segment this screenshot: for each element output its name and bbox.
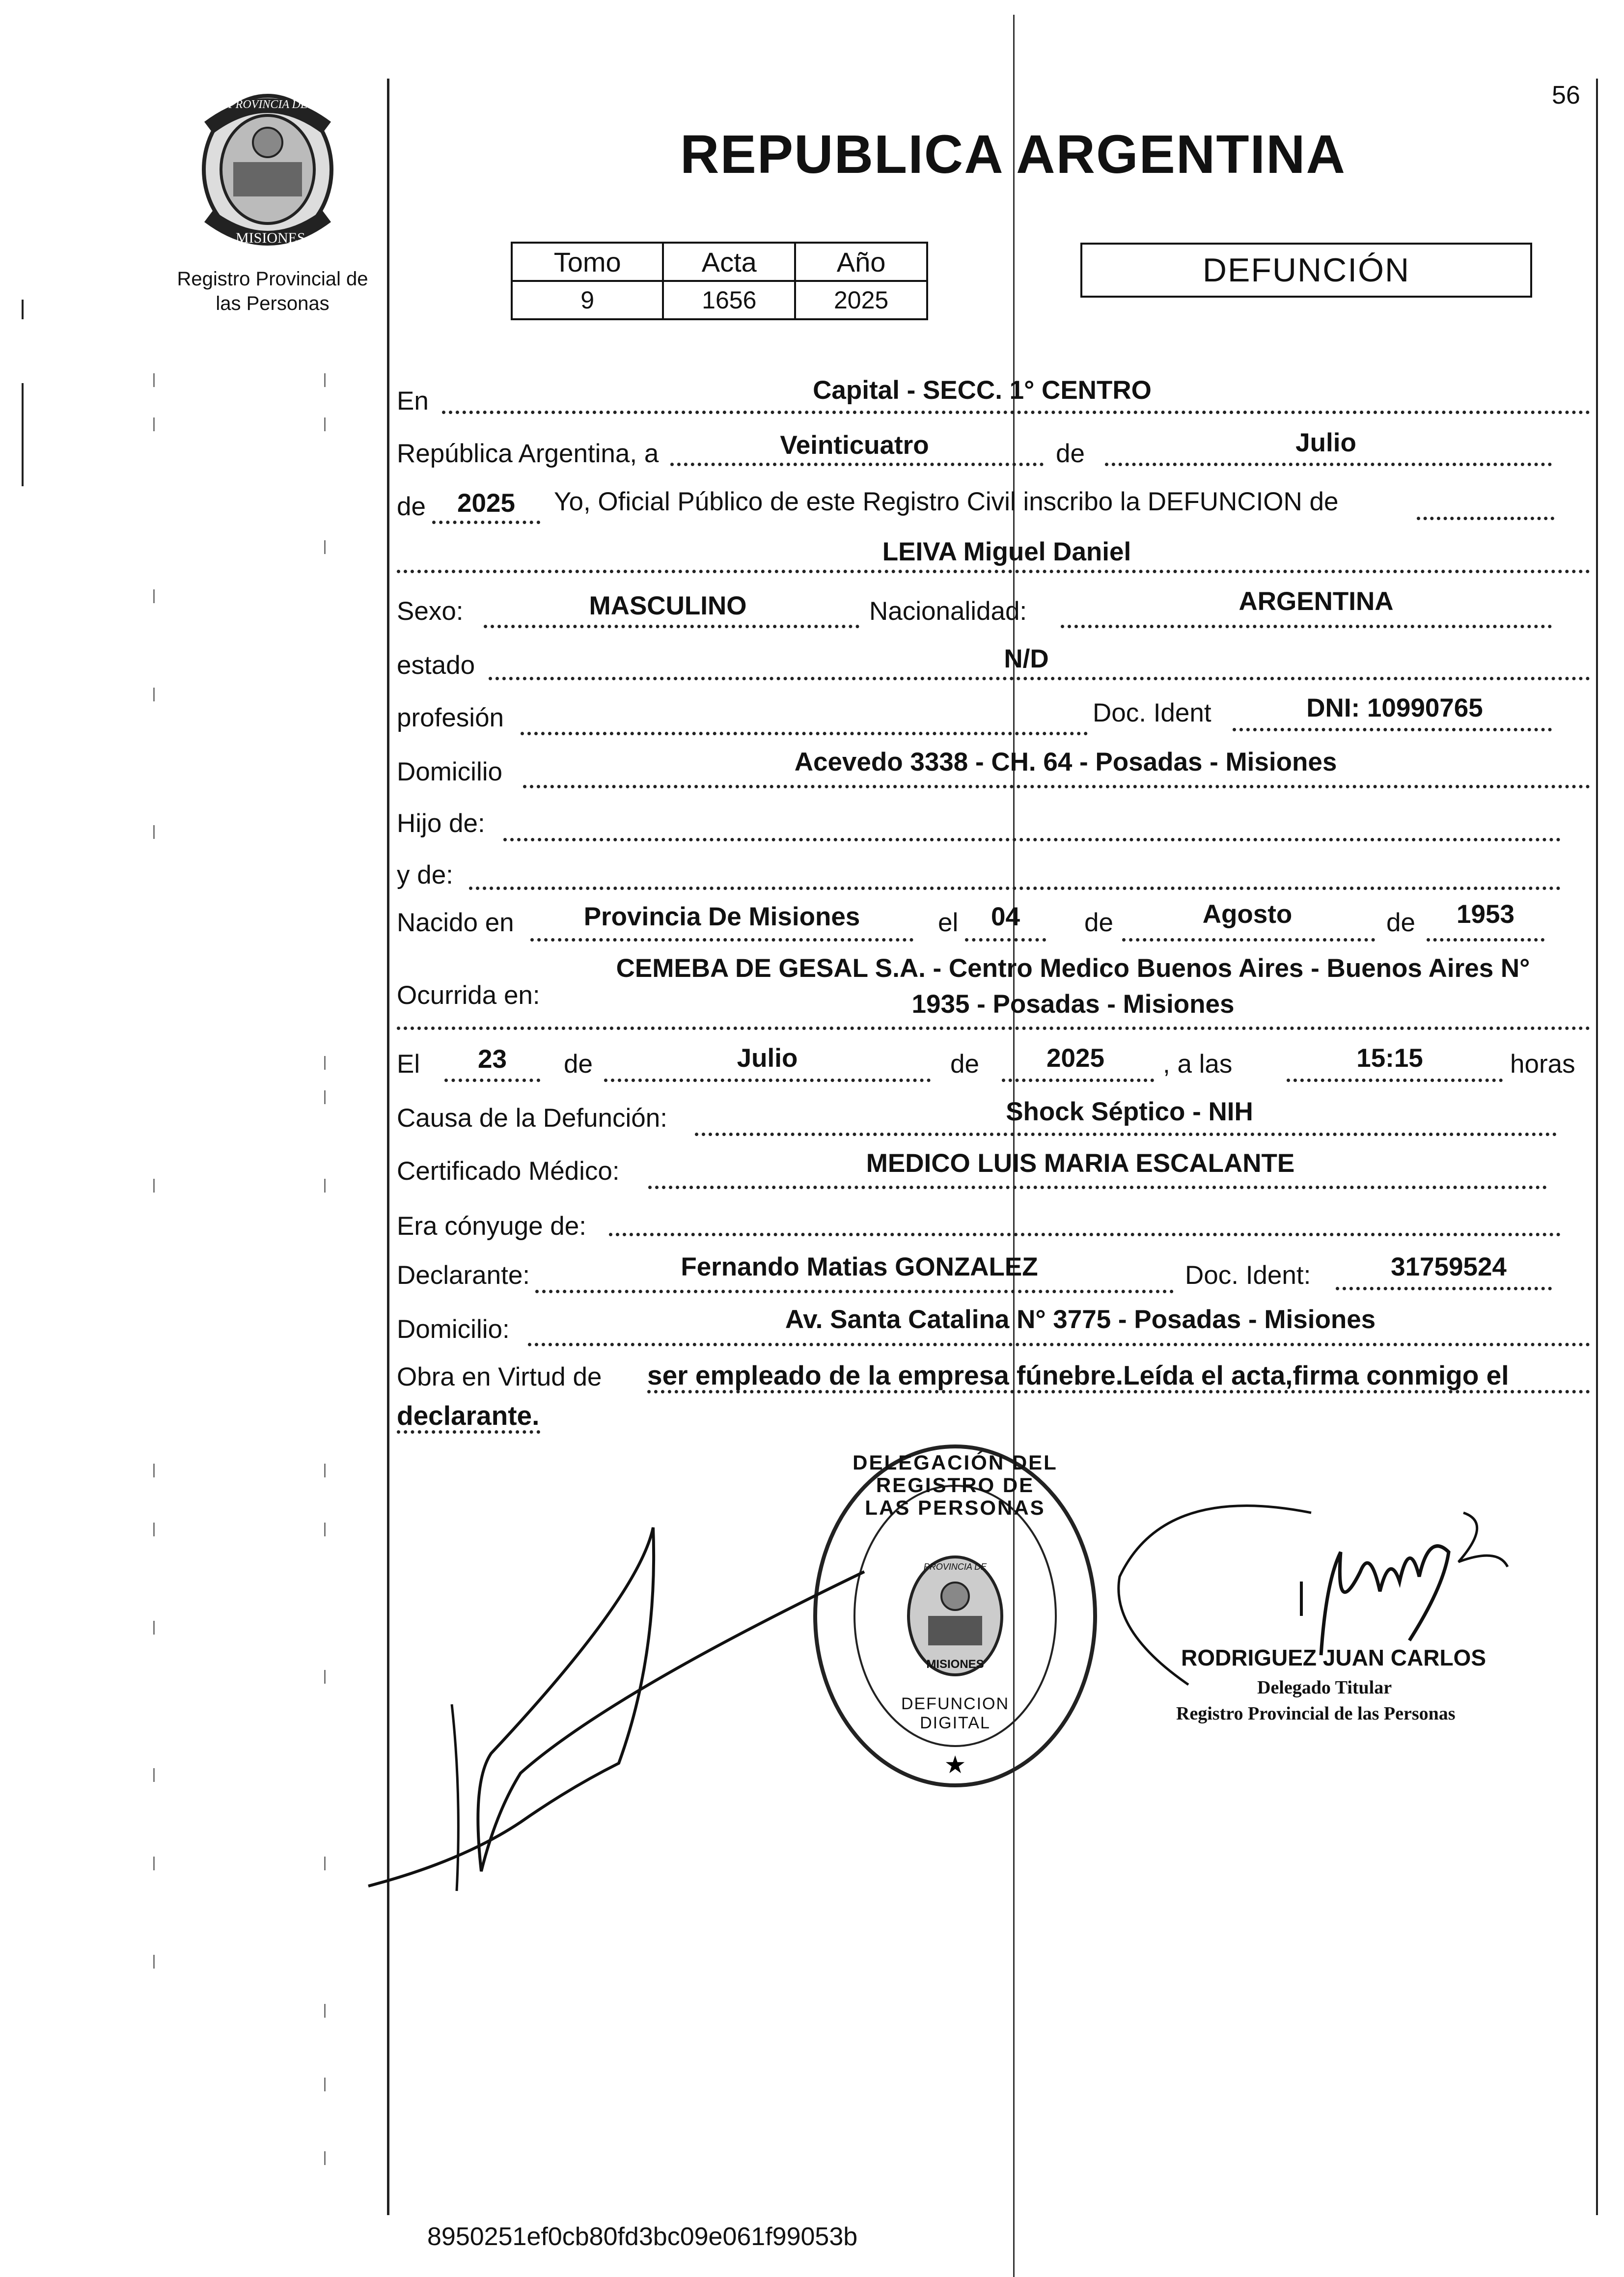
act-type-label: DEFUNCIÓN (1202, 251, 1410, 289)
margin-tick (324, 1090, 326, 1104)
official-signature (1105, 1493, 1547, 1739)
birth-year: 1953 (1457, 900, 1514, 929)
nacido-value: Provincia De Misiones (583, 902, 860, 931)
alas-label: , a las (1163, 1050, 1233, 1079)
sexo-dots (484, 625, 859, 628)
doc-label: Doc. Ident (1093, 698, 1211, 727)
doc2-label: Doc. Ident: (1185, 1261, 1311, 1290)
day-dots (670, 463, 1044, 466)
conyuge-label: Era cónyuge de: (397, 1212, 586, 1241)
margin-tick (324, 1179, 326, 1193)
nacionalidad-label: Nacionalidad: (869, 597, 1027, 626)
stamp-logo-bottom: MISIONES (926, 1658, 984, 1671)
domicilio2-value: Av. Santa Catalina N° 3775 - Posadas - Misiones (785, 1305, 1376, 1334)
certificado-value: MEDICO LUIS MARIA ESCALANTE (866, 1149, 1295, 1178)
death-month-dots (604, 1079, 931, 1082)
official-office: Registro Provincial de las Personas (1176, 1703, 1456, 1724)
name-dots (397, 570, 1590, 573)
act-type-box (1080, 243, 1532, 298)
month-value: Julio (1295, 428, 1356, 457)
estado-value: N/D (1004, 644, 1049, 673)
margin-tick (324, 2004, 326, 2018)
doc-value: DNI: 10990765 (1306, 694, 1483, 722)
birth-day: 04 (991, 902, 1020, 931)
domicilio-dots (523, 785, 1590, 788)
province-logo (189, 88, 346, 250)
margin-tick (324, 373, 326, 387)
declarant-signature (363, 1498, 879, 1901)
en-dots (442, 411, 1590, 414)
nacido-dots (530, 938, 913, 942)
doc-dots (1233, 728, 1552, 731)
table-header-acta: Acta (663, 243, 795, 281)
official-name: RODRIGUEZ JUAN CARLOS (1181, 1645, 1486, 1670)
death-day: 23 (478, 1045, 507, 1074)
sexo-value: MASCULINO (589, 591, 747, 620)
registry-name-line2: las Personas (216, 293, 330, 314)
certificado-dots (648, 1186, 1547, 1189)
margin-tick (153, 688, 155, 701)
declarante-dots (535, 1290, 1174, 1293)
page-number: 56 (1552, 81, 1580, 110)
margin-tick (153, 1464, 155, 1477)
obra-value-line2: declarante. (397, 1400, 540, 1431)
domicilio2-label: Domicilio: (397, 1315, 510, 1344)
margin-tick (324, 540, 326, 554)
death-month: Julio (737, 1044, 798, 1073)
table-value-anio: 2025 (795, 281, 927, 319)
estado-dots (489, 677, 1590, 680)
death-time-dots (1287, 1079, 1503, 1082)
en-label: En (397, 387, 429, 416)
logo-text-top: PROVINCIA DE (228, 98, 308, 111)
day-value: Veinticuatro (780, 431, 929, 460)
margin-tick (324, 1464, 326, 1477)
causa-dots (695, 1133, 1557, 1136)
birth-year-dots (1427, 938, 1544, 942)
certificado-label: Certificado Médico: (397, 1157, 620, 1186)
edge-mark (22, 383, 24, 486)
death-time: 15:15 (1356, 1044, 1423, 1073)
domicilio2-dots (528, 1343, 1590, 1346)
margin-tick (153, 1523, 155, 1536)
margin-tick (324, 2151, 326, 2165)
sexo-label: Sexo: (397, 597, 464, 626)
table-header-tomo: Tomo (512, 243, 663, 281)
margin-tick (324, 2078, 326, 2091)
nacionalidad-value: ARGENTINA (1239, 587, 1394, 616)
declarante-label: Declarante: (397, 1261, 530, 1290)
death-year: 2025 (1046, 1044, 1104, 1073)
death-day-dots (444, 1079, 540, 1082)
margin-tick (324, 1056, 326, 1070)
margin-tick (153, 373, 155, 387)
document-hash: 8950251ef0cb80fd3bc09e061f99053b (427, 2222, 858, 2251)
ocurrida-label: Ocurrida en: (397, 981, 540, 1010)
svg-text:★: ★ (944, 1750, 966, 1779)
obra-value-line1: ser empleado de la empresa fúnebre.Leída el acta,firma conmigo el (647, 1360, 1509, 1390)
el-label: el (938, 908, 959, 937)
margin-tick (153, 825, 155, 839)
el2-label: El (397, 1050, 420, 1079)
record-table (511, 242, 928, 320)
yde-label: y de: (397, 861, 453, 889)
obra-label: Obra en Virtud de (397, 1362, 602, 1391)
hijo-dots (503, 838, 1561, 841)
ocurrida-line1: CEMEBA DE GESAL S.A. - Centro Medico Buenos Aires - Buenos Aires N° (616, 954, 1530, 983)
obra-dots (647, 1390, 1590, 1393)
margin-tick (153, 1857, 155, 1870)
margin-tick (324, 417, 326, 431)
hijo-label: Hijo de: (397, 809, 485, 838)
margin-tick (324, 1523, 326, 1536)
margin-tick (153, 1768, 155, 1782)
de5-label: de (564, 1050, 593, 1079)
deceased-name: LEIVA Miguel Daniel (882, 537, 1131, 566)
domicilio-label: Domicilio (397, 757, 502, 786)
birth-day-dots (965, 938, 1046, 942)
conyuge-dots (609, 1233, 1561, 1236)
year-dots (432, 521, 540, 524)
ocurrida-dots (397, 1027, 1590, 1030)
stamp-inner-text: DEFUNCION DIGITAL (901, 1694, 1010, 1732)
margin-tick (324, 1857, 326, 1870)
death-year-dots (1002, 1079, 1154, 1082)
nacionalidad-dots (1061, 625, 1552, 628)
de6-label: de (950, 1050, 979, 1079)
margin-tick (153, 1955, 155, 1969)
causa-label: Causa de la Defunción: (397, 1104, 667, 1133)
estado-label: estado (397, 651, 475, 680)
official-title: Delegado Titular (1257, 1677, 1392, 1698)
country-title: REPUBLICA ARGENTINA (680, 124, 1346, 185)
table-value-acta: 1656 (663, 281, 795, 319)
month-dots (1105, 463, 1552, 466)
domicilio-value: Acevedo 3338 - CH. 64 - Posadas - Misiones (794, 748, 1337, 777)
ocurrida-line2: 1935 - Posadas - Misiones (911, 990, 1235, 1019)
margin-tick (153, 1179, 155, 1193)
de2-label: de (397, 492, 426, 521)
obra-dots-2 (397, 1430, 540, 1434)
profesion-dots (521, 732, 1088, 735)
de3-label: de (1084, 908, 1113, 937)
table-value-tomo: 9 (512, 281, 663, 319)
de-label: de (1056, 439, 1085, 468)
causa-value: Shock Séptico - NIH (1006, 1097, 1253, 1126)
republica-label: República Argentina, a (397, 439, 659, 468)
margin-tick (153, 417, 155, 431)
doc2-value: 31759524 (1391, 1252, 1507, 1281)
declarante-value: Fernando Matias GONZALEZ (681, 1252, 1038, 1281)
en-value: Capital - SECC. 1° CENTRO (813, 376, 1152, 405)
doc2-dots (1336, 1287, 1552, 1290)
margin-tick (153, 1621, 155, 1635)
stamp-ring-text: DELEGACIÓN DEL REGISTRO DE LAS PERSONAS (853, 1451, 1058, 1520)
declaration-dots (1417, 517, 1554, 520)
edge-mark (22, 300, 24, 319)
right-margin-line (1596, 79, 1598, 2215)
margin-tick (153, 589, 155, 603)
yde-dots (469, 887, 1561, 890)
de4-label: de (1386, 908, 1415, 937)
year-value: 2025 (457, 489, 515, 518)
birth-month: Agosto (1202, 900, 1293, 929)
profesion-label: profesión (397, 703, 504, 732)
birth-month-dots (1122, 938, 1375, 942)
declaration-text: Yo, Oficial Público de este Registro Civil inscribo la DEFUNCION de (554, 487, 1339, 516)
margin-tick (324, 1670, 326, 1684)
stamp-logo-top: PROVINCIA DE (923, 1562, 987, 1572)
fold-line (1013, 15, 1015, 2277)
nacido-label: Nacido en (397, 908, 514, 937)
table-header-anio: Año (795, 243, 927, 281)
horas-label: horas (1510, 1050, 1575, 1079)
logo-text-bottom: MISIONES (236, 230, 305, 246)
registry-name-line1: Registro Provincial de (177, 268, 368, 290)
